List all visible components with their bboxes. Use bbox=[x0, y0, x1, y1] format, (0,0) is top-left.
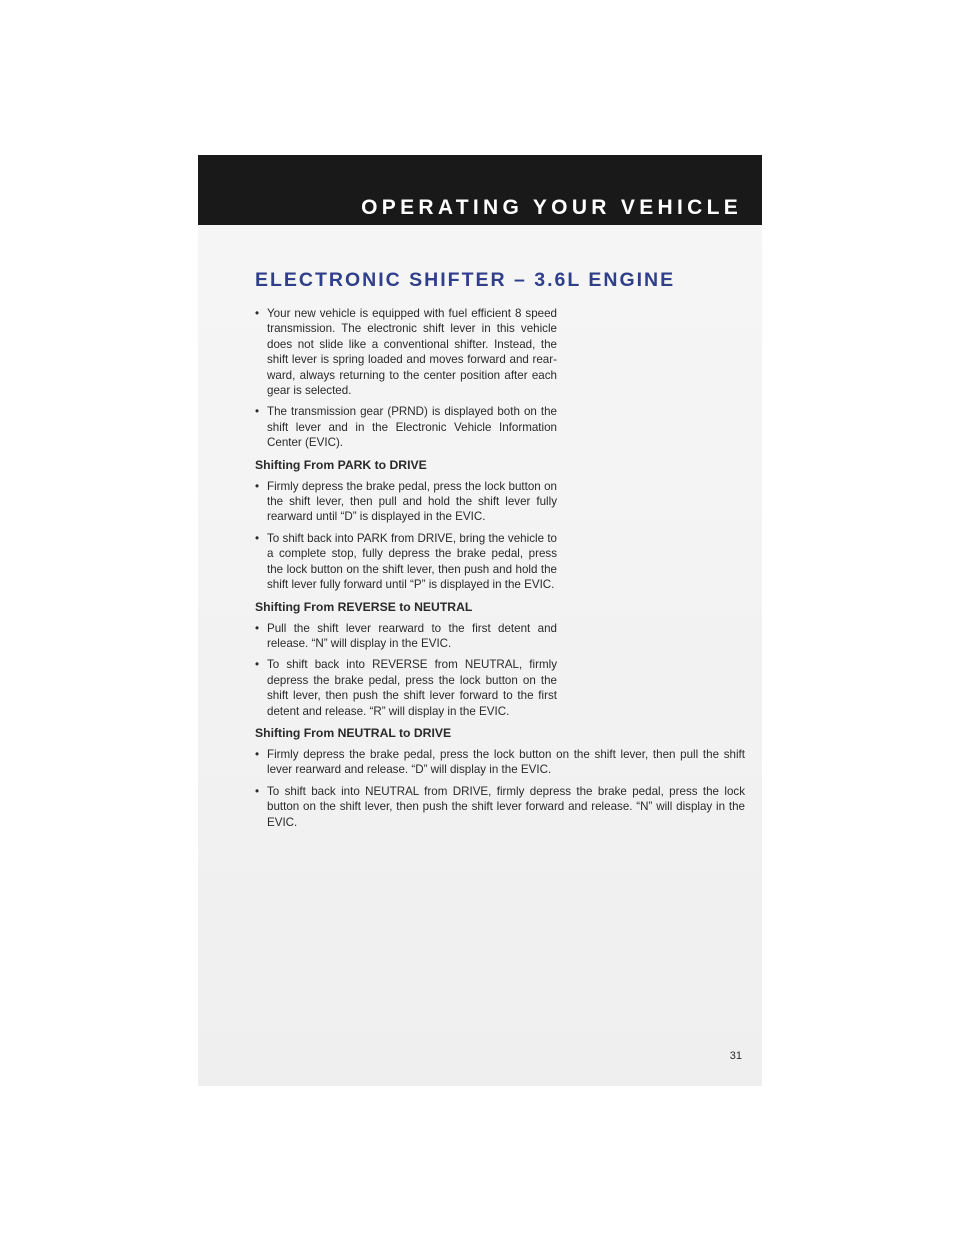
list-item: • The transmission gear (PRND) is displayed both on the shift lever and in the Electronic Vehicle Information Center (EVIC). bbox=[255, 405, 557, 450]
section-title: ELECTRONIC SHIFTER – 3.6L ENGINE bbox=[255, 269, 676, 291]
park-to-drive-list bbox=[255, 479, 557, 593]
header-band bbox=[198, 155, 762, 225]
list-item: • Your new vehicle is equipped with fuel efficient 8 speed transmission. The electronic shift lever in this vehicle does not slide like a conventional shifter. Instead, the shift lever is spring loaded and moves forward and rearward, always returning to the center position after each gear is selected. bbox=[255, 307, 557, 398]
intro-list bbox=[255, 306, 557, 451]
wide-column bbox=[255, 725, 745, 830]
bullet-icon: • bbox=[255, 405, 260, 419]
manual-page bbox=[198, 155, 762, 1086]
list-item: • Firmly depress the brake pedal, press the lock button on the shift lever, then pull the shift lever rearward and release. “D” will display in the EVIC. bbox=[255, 747, 745, 777]
subheading-park-to-drive: Shifting From PARK to DRIVE bbox=[255, 457, 427, 472]
list-item: • Pull the shift lever rearward to the first detent and release. “N” will display in the EVIC. bbox=[255, 621, 557, 650]
section-header: OPERATING YOUR VEHICLE bbox=[361, 196, 742, 219]
bullet-icon: • bbox=[255, 747, 260, 761]
content bbox=[255, 268, 745, 836]
bullet-icon: • bbox=[255, 658, 260, 672]
bullet-icon: • bbox=[255, 307, 260, 320]
bullet-icon: • bbox=[255, 621, 260, 635]
list-item: • To shift back into REVERSE from NEUTRAL, firmly depress the brake pedal, press the lock button on the shift lever, then push the shift lever forward to the first detent and release. “R” will display in the EVIC. bbox=[255, 658, 557, 718]
neutral-to-drive-list bbox=[255, 747, 745, 830]
bullet-icon: • bbox=[255, 784, 260, 798]
subheading-neutral-to-drive: Shifting From NEUTRAL to DRIVE bbox=[255, 725, 452, 740]
bullet-icon: • bbox=[255, 479, 260, 493]
narrow-column bbox=[255, 306, 557, 719]
list-item: • To shift back into NEUTRAL from DRIVE, firmly depress the brake pedal, press the lock button on the shift lever, then push the shift lever forward and release. “N” will display in the EVIC. bbox=[255, 784, 745, 829]
list-item: • To shift back into PARK from DRIVE, bring the vehicle to a complete stop, fully depress the brake pedal, press the lock button on the shift lever, then push and hold the shift lever fully forward until “P” is displayed in the EVIC. bbox=[255, 531, 557, 592]
bullet-icon: • bbox=[255, 531, 260, 545]
reverse-to-neutral-list bbox=[255, 621, 557, 719]
subheading-reverse-to-neutral: Shifting From REVERSE to NEUTRAL bbox=[255, 599, 473, 614]
page-number: 31 bbox=[729, 1050, 742, 1062]
list-item: • Firmly depress the brake pedal, press the lock button on the shift lever, then pull and hold the shift lever fully rearward until “D” is displayed in the EVIC. bbox=[255, 479, 557, 524]
